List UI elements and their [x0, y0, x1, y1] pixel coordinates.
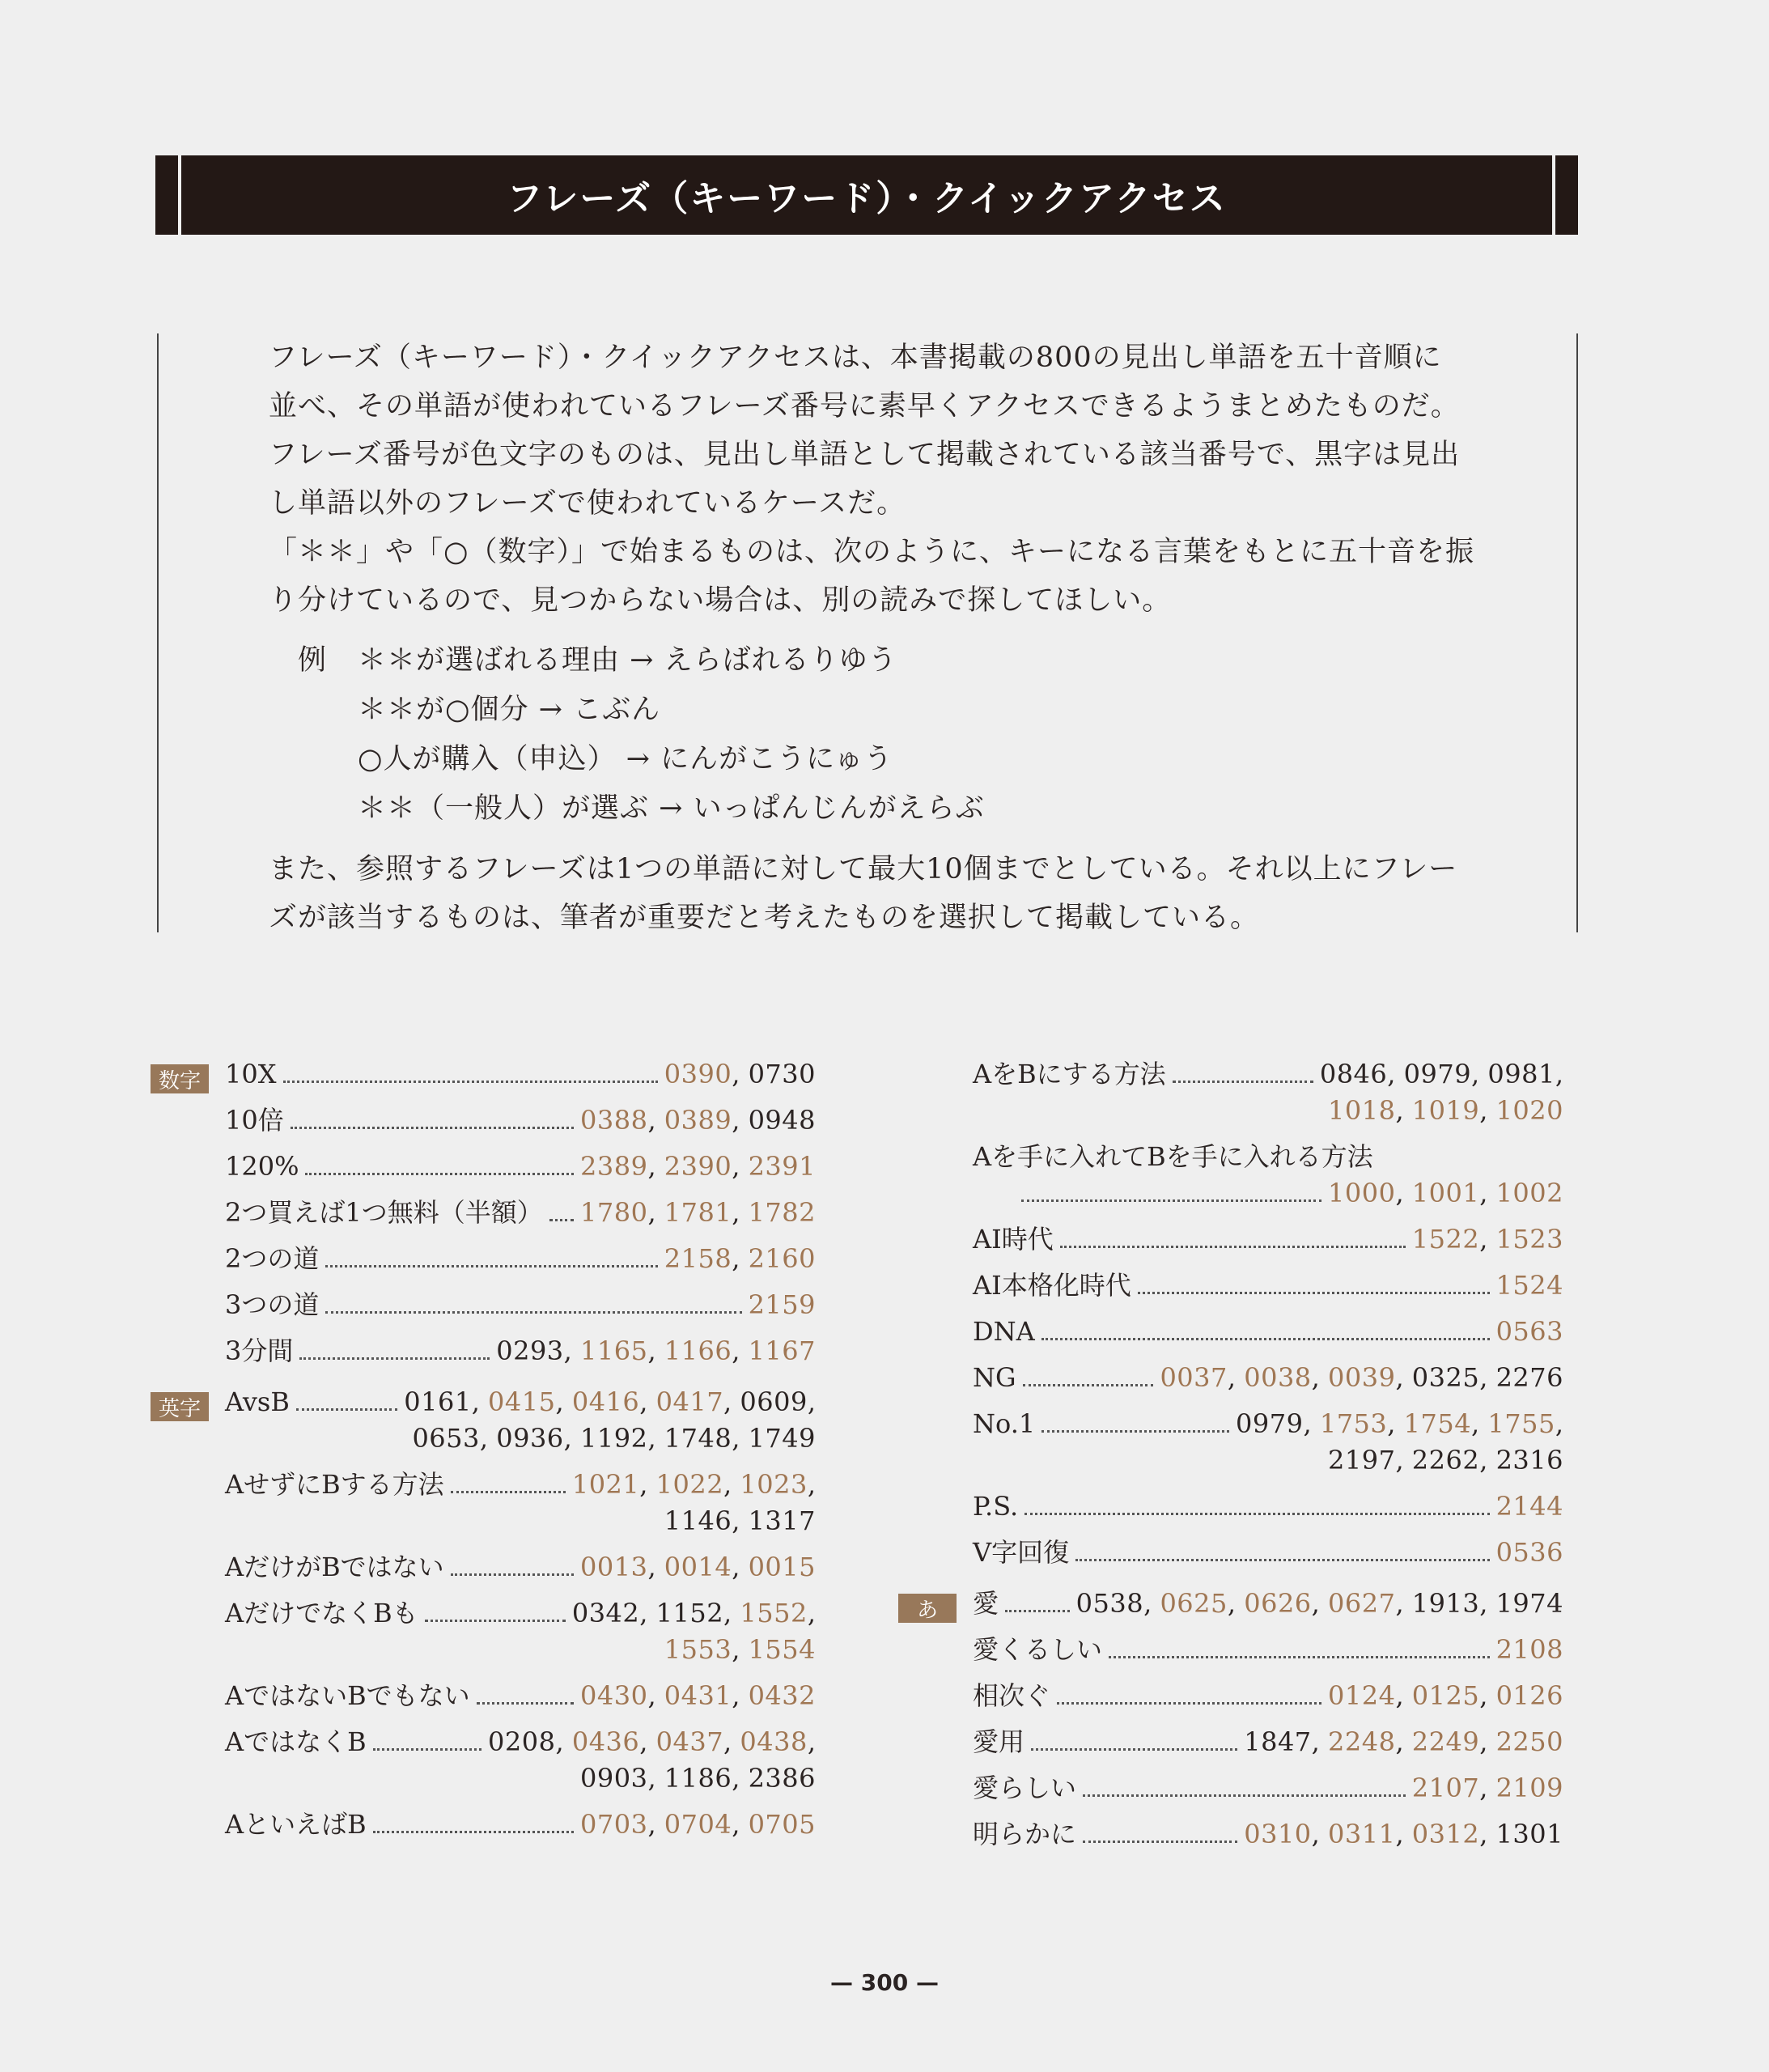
- entry-term: NG: [973, 1362, 1016, 1393]
- phrase-number-headword: 1554: [748, 1634, 816, 1665]
- intro-text: [269, 333, 1483, 942]
- phrase-number-headword: 0563: [1495, 1316, 1563, 1347]
- entry-line: [973, 1056, 1563, 1093]
- phrase-number-headword: 0124: [1328, 1680, 1396, 1711]
- phrase-number-headword: 2249: [1411, 1726, 1480, 1757]
- phrase-number-headword: 0038: [1244, 1362, 1312, 1393]
- phrase-numbers: 1018, 1019, 1020: [1328, 1095, 1563, 1126]
- phrase-numbers: 0161, 0415, 0416, 0417, 0609,: [404, 1386, 816, 1417]
- phrase-numbers: 0208, 0436, 0437, 0438,: [488, 1726, 816, 1757]
- dot-leader: [1075, 1559, 1489, 1561]
- dot-leader: [373, 1748, 481, 1751]
- phrase-number-headword: 1001: [1411, 1178, 1480, 1208]
- phrase-number: 0948: [748, 1105, 816, 1136]
- index-entry: [973, 1139, 1563, 1212]
- phrase-number-headword: 2107: [1411, 1773, 1480, 1803]
- phrase-number-headword: 2250: [1495, 1726, 1563, 1757]
- example-label: 例: [298, 644, 328, 677]
- phrase-number-headword: 2144: [1495, 1491, 1563, 1522]
- phrase-numbers: 1522, 1523: [1411, 1224, 1563, 1255]
- phrase-number: 2276: [1495, 1362, 1563, 1393]
- intro-line: 並べ、その単語が使われているフレーズ番号に素早くアクセスできるようまとめたものだ。: [269, 390, 1460, 422]
- title-right-rule: [1552, 155, 1555, 235]
- entry-continuation: [225, 1503, 816, 1539]
- entry-line: [225, 1678, 816, 1714]
- phrase-number-headword: 2391: [748, 1151, 816, 1182]
- dot-leader: [425, 1620, 566, 1622]
- entry-line: [225, 1807, 816, 1843]
- phrase-number-headword: 1002: [1495, 1178, 1563, 1208]
- phrase-number: 0161: [404, 1386, 472, 1417]
- dot-leader: [283, 1081, 658, 1083]
- entry-term: 愛くるしい: [973, 1634, 1103, 1665]
- index-entry: [225, 1102, 816, 1139]
- dot-leader: [325, 1265, 657, 1267]
- phrase-number: 0293: [496, 1335, 564, 1366]
- index-entry: [973, 1221, 1563, 1258]
- entry-term: 10X: [225, 1059, 277, 1089]
- index-entry: [973, 1586, 1563, 1622]
- entry-term: AだけがBではない: [225, 1552, 444, 1582]
- phrase-numbers: 0390, 0730: [664, 1059, 816, 1089]
- entry-line: [225, 1287, 816, 1323]
- phrase-number-headword: 1524: [1495, 1270, 1563, 1301]
- phrase-number: 0936: [496, 1423, 564, 1454]
- example-row: [298, 784, 1483, 834]
- phrase-numbers: [1490, 1632, 1563, 1668]
- index-section: [898, 1056, 1570, 1571]
- entry-term: AだけでなくBも: [225, 1598, 418, 1628]
- entry-term: 明らかに: [973, 1819, 1077, 1849]
- index-entry: [973, 1632, 1563, 1668]
- entry-line: [973, 1586, 1563, 1622]
- phrase-number-headword: 0625: [1160, 1588, 1228, 1619]
- dot-leader: [477, 1702, 574, 1705]
- phrase-number-headword: 1780: [580, 1197, 648, 1228]
- phrase-numbers: 1780, 1781, 1782: [580, 1197, 816, 1228]
- phrase-number: 0325: [1411, 1362, 1480, 1393]
- phrase-number-headword: 0389: [664, 1105, 732, 1136]
- entry-line: [973, 1267, 1563, 1304]
- phrase-number: 1749: [748, 1423, 816, 1454]
- entry-line: [973, 1175, 1563, 1212]
- dot-leader: [1083, 1841, 1237, 1843]
- phrase-number: 0981: [1487, 1059, 1555, 1089]
- phrase-number-headword: 1523: [1495, 1224, 1563, 1255]
- entry-term: V字回復: [973, 1537, 1070, 1568]
- dot-leader: [1023, 1384, 1154, 1386]
- dot-leader: [373, 1831, 574, 1833]
- phrase-numbers: 0124, 0125, 0126: [1328, 1680, 1563, 1711]
- entry-term: AせずにBする方法: [225, 1469, 444, 1500]
- dot-leader: [1109, 1656, 1490, 1658]
- entry-line: [225, 1333, 816, 1369]
- phrase-number-headword: 0536: [1495, 1537, 1563, 1568]
- dot-leader: [451, 1573, 574, 1576]
- dot-leader: [296, 1408, 397, 1411]
- entry-line: [973, 1770, 1563, 1807]
- phrase-number: 1317: [748, 1505, 816, 1536]
- dot-leader: [1060, 1246, 1406, 1248]
- phrase-numbers: 1000, 1001, 1002: [1328, 1178, 1563, 1208]
- example-row: [298, 636, 1483, 686]
- section-badge: あ: [898, 1594, 957, 1623]
- phrase-number: 0730: [748, 1059, 816, 1089]
- phrase-number-headword: 0311: [1328, 1819, 1396, 1849]
- phrase-number: 1748: [664, 1423, 732, 1454]
- example-text: ＊＊が○個分 → こぶん: [358, 694, 661, 726]
- phrase-number-headword: 0013: [580, 1552, 648, 1582]
- entry-term: 3つの道: [225, 1289, 320, 1320]
- phrase-number-headword: 1552: [740, 1598, 808, 1628]
- phrase-numbers: 0653, 0936, 1192, 1748, 1749: [412, 1423, 816, 1454]
- phrase-number-headword: 0415: [488, 1386, 556, 1417]
- entry-term: AといえばB: [225, 1809, 367, 1840]
- phrase-number: 1974: [1495, 1588, 1563, 1619]
- title-left-rule: [178, 155, 181, 235]
- phrase-numbers: 1847, 2248, 2249, 2250: [1244, 1726, 1563, 1757]
- dot-leader: [291, 1127, 574, 1129]
- entry-term: AI時代: [973, 1224, 1054, 1255]
- phrase-number: 2262: [1411, 1445, 1480, 1475]
- page-title-bar: [155, 155, 1578, 235]
- dot-leader: [1031, 1748, 1237, 1751]
- entry-list: [973, 1056, 1570, 1571]
- phrase-numbers: 0037, 0038, 0039, 0325, 2276: [1160, 1362, 1563, 1393]
- phrase-numbers: 0430, 0431, 0432: [580, 1680, 816, 1711]
- entry-continuation: [225, 1760, 816, 1797]
- phrase-number: 1152: [655, 1598, 724, 1628]
- index-entry: [973, 1056, 1563, 1129]
- entry-list: [973, 1586, 1570, 1853]
- intro-line: 「＊＊」や「○（数字）」で始まるものは、次のように、キーになる言葉をもとに五十音を振: [269, 536, 1475, 568]
- entry-line: [973, 1724, 1563, 1760]
- entry-term: AをBにする方法: [973, 1059, 1166, 1089]
- phrase-number: 0979: [1403, 1059, 1472, 1089]
- phrase-number-headword: 2390: [664, 1151, 732, 1182]
- index-column-right: [898, 1056, 1570, 1862]
- intro-line: フレーズ（キーワード）・クイックアクセスは、本書掲載の800の見出し単語を五十音順に: [269, 342, 1442, 374]
- phrase-number-headword: 0015: [748, 1552, 816, 1582]
- phrase-number: 1186: [664, 1763, 732, 1794]
- index-entry: [225, 1149, 816, 1185]
- phrase-number: 1301: [1495, 1819, 1563, 1849]
- entry-line: [225, 1384, 816, 1420]
- entry-line: [973, 1816, 1563, 1853]
- phrase-number-headword: 0432: [748, 1680, 816, 1711]
- entry-line: [225, 1195, 816, 1231]
- phrase-number-headword: 1166: [664, 1335, 732, 1366]
- phrase-number-headword: 1553: [664, 1634, 732, 1665]
- phrase-number-headword: 1754: [1403, 1408, 1472, 1439]
- phrase-number-headword: 1167: [748, 1335, 816, 1366]
- phrase-numbers: [1490, 1488, 1563, 1525]
- phrase-number: 2386: [748, 1763, 816, 1794]
- entry-term: Aを手に入れてBを手に入れる方法: [973, 1141, 1373, 1172]
- entry-term: 2つ買えば1つ無料（半額）: [225, 1197, 543, 1228]
- entry-term: AではないBでもない: [225, 1680, 470, 1711]
- example-row: [298, 686, 1483, 735]
- entry-line: [225, 1724, 816, 1760]
- entry-line: [225, 1056, 816, 1093]
- index-entry: [973, 1724, 1563, 1760]
- phrase-number-headword: 0431: [664, 1680, 732, 1711]
- phrase-number: 0208: [488, 1726, 556, 1757]
- dot-leader: [1083, 1794, 1406, 1797]
- index-entry: [225, 1056, 816, 1093]
- page-number: — 300 —: [830, 1969, 939, 1996]
- entry-line: [973, 1535, 1563, 1571]
- entry-continuation: [225, 1420, 816, 1457]
- index-entry: [225, 1195, 816, 1231]
- phrase-number-headword: 0310: [1244, 1819, 1312, 1849]
- phrase-number-headword: 0703: [580, 1809, 648, 1840]
- dot-leader: [1005, 1610, 1070, 1612]
- entry-continuation: [973, 1442, 1563, 1479]
- index-entry: [225, 1241, 816, 1277]
- phrase-numbers: 0538, 0625, 0626, 0627, 1913, 1974: [1075, 1588, 1563, 1619]
- phrase-numbers: 1553, 1554: [664, 1634, 816, 1665]
- phrase-numbers: 1146, 1317: [664, 1505, 816, 1536]
- phrase-numbers: [1490, 1314, 1563, 1350]
- phrase-number: 0979: [1236, 1408, 1304, 1439]
- phrase-number-headword: 1755: [1487, 1408, 1555, 1439]
- phrase-number: 1913: [1411, 1588, 1480, 1619]
- example-text: ＊＊（一般人）が選ぶ → いっぱんじんがえらぶ: [358, 792, 985, 825]
- index-entry: [225, 1549, 816, 1586]
- phrase-number-headword: 0388: [580, 1105, 648, 1136]
- dot-leader: [1041, 1338, 1490, 1340]
- page-title: フレーズ（キーワード）・クイックアクセス: [507, 178, 1227, 219]
- index-entry: [225, 1678, 816, 1714]
- index-entry: [225, 1724, 816, 1797]
- dot-leader: [299, 1357, 490, 1360]
- phrase-numbers: [742, 1287, 816, 1323]
- intro-line: フレーズ番号が色文字のものは、見出し単語として掲載されている該当番号で、黒字は見出: [269, 439, 1461, 471]
- phrase-number-headword: 0627: [1328, 1588, 1396, 1619]
- phrase-number-headword: 0037: [1160, 1362, 1228, 1393]
- dot-leader: [305, 1173, 574, 1175]
- entry-line: [973, 1488, 1563, 1525]
- phrase-number-headword: 0125: [1411, 1680, 1480, 1711]
- phrase-number: 0846: [1319, 1059, 1388, 1089]
- phrase-numbers: 2107, 2109: [1411, 1773, 1563, 1803]
- phrase-numbers: 0013, 0014, 0015: [580, 1552, 816, 1582]
- index-section: [898, 1586, 1570, 1853]
- phrase-number-headword: 1022: [655, 1469, 724, 1500]
- phrase-number: 0538: [1075, 1588, 1144, 1619]
- entry-list: [225, 1056, 822, 1369]
- entry-term: 2つの道: [225, 1243, 320, 1274]
- entry-list: [225, 1384, 822, 1843]
- phrase-number-headword: 0438: [740, 1726, 808, 1757]
- entry-term: 10倍: [225, 1105, 284, 1136]
- phrase-numbers: [1490, 1535, 1563, 1571]
- entry-term: AI本格化時代: [973, 1270, 1131, 1301]
- index-entry: [973, 1267, 1563, 1304]
- entry-line: [973, 1221, 1563, 1258]
- phrase-number-headword: 0416: [571, 1386, 640, 1417]
- entry-line: [225, 1549, 816, 1586]
- index-entry: [225, 1333, 816, 1369]
- phrase-number-headword: 1018: [1328, 1095, 1396, 1126]
- entry-term: 愛用: [973, 1726, 1025, 1757]
- phrase-numbers: 0979, 1753, 1754, 1755,: [1236, 1408, 1563, 1439]
- example-list: [298, 636, 1483, 834]
- phrase-numbers: 0903, 1186, 2386: [580, 1763, 816, 1794]
- entry-line: [225, 1149, 816, 1185]
- example-text: ＊＊が選ばれる理由 → えらばれるりゆう: [358, 644, 897, 677]
- index-entry: [973, 1488, 1563, 1525]
- dot-leader: [1173, 1081, 1313, 1083]
- entry-line: [225, 1467, 816, 1503]
- dot-leader: [1024, 1513, 1489, 1515]
- entry-term: 3分間: [225, 1335, 294, 1366]
- phrase-number-headword: 0126: [1495, 1680, 1563, 1711]
- entry-term: No.1: [973, 1408, 1036, 1439]
- outro-line: また、参照するフレーズは1つの単語に対して最大10個までとしている。それ以上にフレー: [269, 853, 1458, 885]
- entry-term: AではなくB: [225, 1726, 367, 1757]
- phrase-number-headword: 1753: [1319, 1408, 1388, 1439]
- index-entry: [973, 1314, 1563, 1350]
- entry-term: 120%: [225, 1151, 299, 1182]
- example-row: [298, 735, 1483, 784]
- dot-leader: [1138, 1292, 1490, 1294]
- phrase-number-headword: 2389: [580, 1151, 648, 1182]
- intro-line: し単語以外のフレーズで使われているケースだ。: [269, 487, 906, 520]
- intro-line: り分けているので、見つからない場合は、別の読みで探してほしい。: [269, 584, 1172, 617]
- phrase-number-headword: 2160: [748, 1243, 816, 1274]
- entry-term: P.S.: [973, 1491, 1019, 1522]
- phrase-number-headword: 1020: [1495, 1095, 1563, 1126]
- phrase-number: 0903: [580, 1763, 648, 1794]
- entry-term: DNA: [973, 1316, 1035, 1347]
- phrase-number-headword: 1000: [1328, 1178, 1396, 1208]
- phrase-number-headword: 1023: [740, 1469, 808, 1500]
- index-entry: [973, 1678, 1563, 1714]
- phrase-number-headword: 1019: [1411, 1095, 1480, 1126]
- entry-term: 愛らしい: [973, 1773, 1077, 1803]
- dot-leader: [1021, 1199, 1321, 1202]
- phrase-number-headword: 0039: [1328, 1362, 1396, 1393]
- phrase-numbers: 2158, 2160: [664, 1243, 816, 1274]
- phrase-number-headword: 0390: [664, 1059, 732, 1089]
- entry-line: [973, 1632, 1563, 1668]
- dot-leader: [451, 1491, 566, 1493]
- phrase-numbers: 0293, 1165, 1166, 1167: [496, 1335, 816, 1366]
- entry-continuation: [225, 1632, 816, 1668]
- phrase-number: 1146: [664, 1505, 732, 1536]
- entry-term: 相次ぐ: [973, 1680, 1051, 1711]
- entry-line: [225, 1595, 816, 1632]
- phrase-number-headword: 2158: [664, 1243, 732, 1274]
- phrase-numbers: 1021, 1022, 1023,: [571, 1469, 816, 1500]
- phrase-number-headword: 1781: [664, 1197, 732, 1228]
- phrase-number-headword: 1165: [580, 1335, 648, 1366]
- phrase-number: 0609: [740, 1386, 808, 1417]
- entry-term: 愛: [973, 1588, 999, 1619]
- phrase-number: 0342: [571, 1598, 640, 1628]
- phrase-numbers: 0703, 0704, 0705: [580, 1809, 816, 1840]
- phrase-number: 0653: [412, 1423, 480, 1454]
- index-section: [151, 1056, 822, 1369]
- intro-box: [157, 333, 1578, 932]
- phrase-numbers: 2389, 2390, 2391: [580, 1151, 816, 1182]
- phrase-number: 1192: [580, 1423, 648, 1454]
- phrase-number-headword: 0312: [1411, 1819, 1480, 1849]
- phrase-number: 2197: [1328, 1445, 1396, 1475]
- index-entry: [973, 1816, 1563, 1853]
- entry-term: AvsB: [225, 1386, 290, 1417]
- entry-line: [225, 1102, 816, 1139]
- phrase-number-headword: 0705: [748, 1809, 816, 1840]
- entry-line: [973, 1406, 1563, 1442]
- entry-line: [973, 1678, 1563, 1714]
- section-badge: 英字: [151, 1392, 209, 1421]
- dot-leader: [1041, 1430, 1229, 1433]
- phrase-numbers: 0388, 0389, 0948: [580, 1105, 816, 1136]
- phrase-number-headword: 0014: [664, 1552, 732, 1582]
- phrase-numbers: 2197, 2262, 2316: [1328, 1445, 1563, 1475]
- index-entry: [973, 1360, 1563, 1396]
- section-badge: 数字: [151, 1064, 209, 1093]
- phrase-number-headword: 2108: [1495, 1634, 1563, 1665]
- phrase-number-headword: 1782: [748, 1197, 816, 1228]
- phrase-number-headword: 2159: [748, 1289, 816, 1320]
- phrase-numbers: [1490, 1267, 1563, 1304]
- index-entry: [225, 1595, 816, 1668]
- phrase-number: 2316: [1495, 1445, 1563, 1475]
- index-entry: [225, 1467, 816, 1539]
- index-column-left: [151, 1056, 822, 1853]
- entry-term-line: [973, 1139, 1563, 1175]
- index-entry: [225, 1384, 816, 1457]
- dot-leader: [549, 1219, 574, 1221]
- outro-line: ズが該当するものは、筆者が重要だと考えたものを選択して掲載している。: [269, 902, 1260, 934]
- index-entry: [973, 1406, 1563, 1479]
- index-entry: [225, 1807, 816, 1843]
- phrase-number-headword: 1522: [1411, 1224, 1480, 1255]
- phrase-number-headword: 2109: [1495, 1773, 1563, 1803]
- dot-leader: [325, 1311, 741, 1314]
- entry-continuation: [973, 1093, 1563, 1129]
- phrase-number-headword: 0417: [655, 1386, 724, 1417]
- index-entry: [973, 1770, 1563, 1807]
- entry-line: [973, 1314, 1563, 1350]
- index-entry: [225, 1287, 816, 1323]
- phrase-number-headword: 0437: [655, 1726, 724, 1757]
- entry-line: [973, 1360, 1563, 1396]
- phrase-number: 1847: [1244, 1726, 1312, 1757]
- phrase-number-headword: 1021: [571, 1469, 640, 1500]
- phrase-number-headword: 2248: [1328, 1726, 1396, 1757]
- entry-line: [225, 1241, 816, 1277]
- phrase-number-headword: 0704: [664, 1809, 732, 1840]
- dot-leader: [1057, 1702, 1321, 1705]
- example-text: ○人が購入（申込） → にんがこうにゅう: [358, 743, 893, 775]
- index-entry: [973, 1535, 1563, 1571]
- phrase-number-headword: 0436: [571, 1726, 640, 1757]
- index-section: [151, 1384, 822, 1843]
- phrase-number-headword: 0626: [1244, 1588, 1312, 1619]
- phrase-numbers: 0342, 1152, 1552,: [571, 1598, 816, 1628]
- phrase-numbers: 0310, 0311, 0312, 1301: [1244, 1819, 1563, 1849]
- phrase-number-headword: 0430: [580, 1680, 648, 1711]
- phrase-numbers: 0846, 0979, 0981,: [1319, 1059, 1563, 1089]
